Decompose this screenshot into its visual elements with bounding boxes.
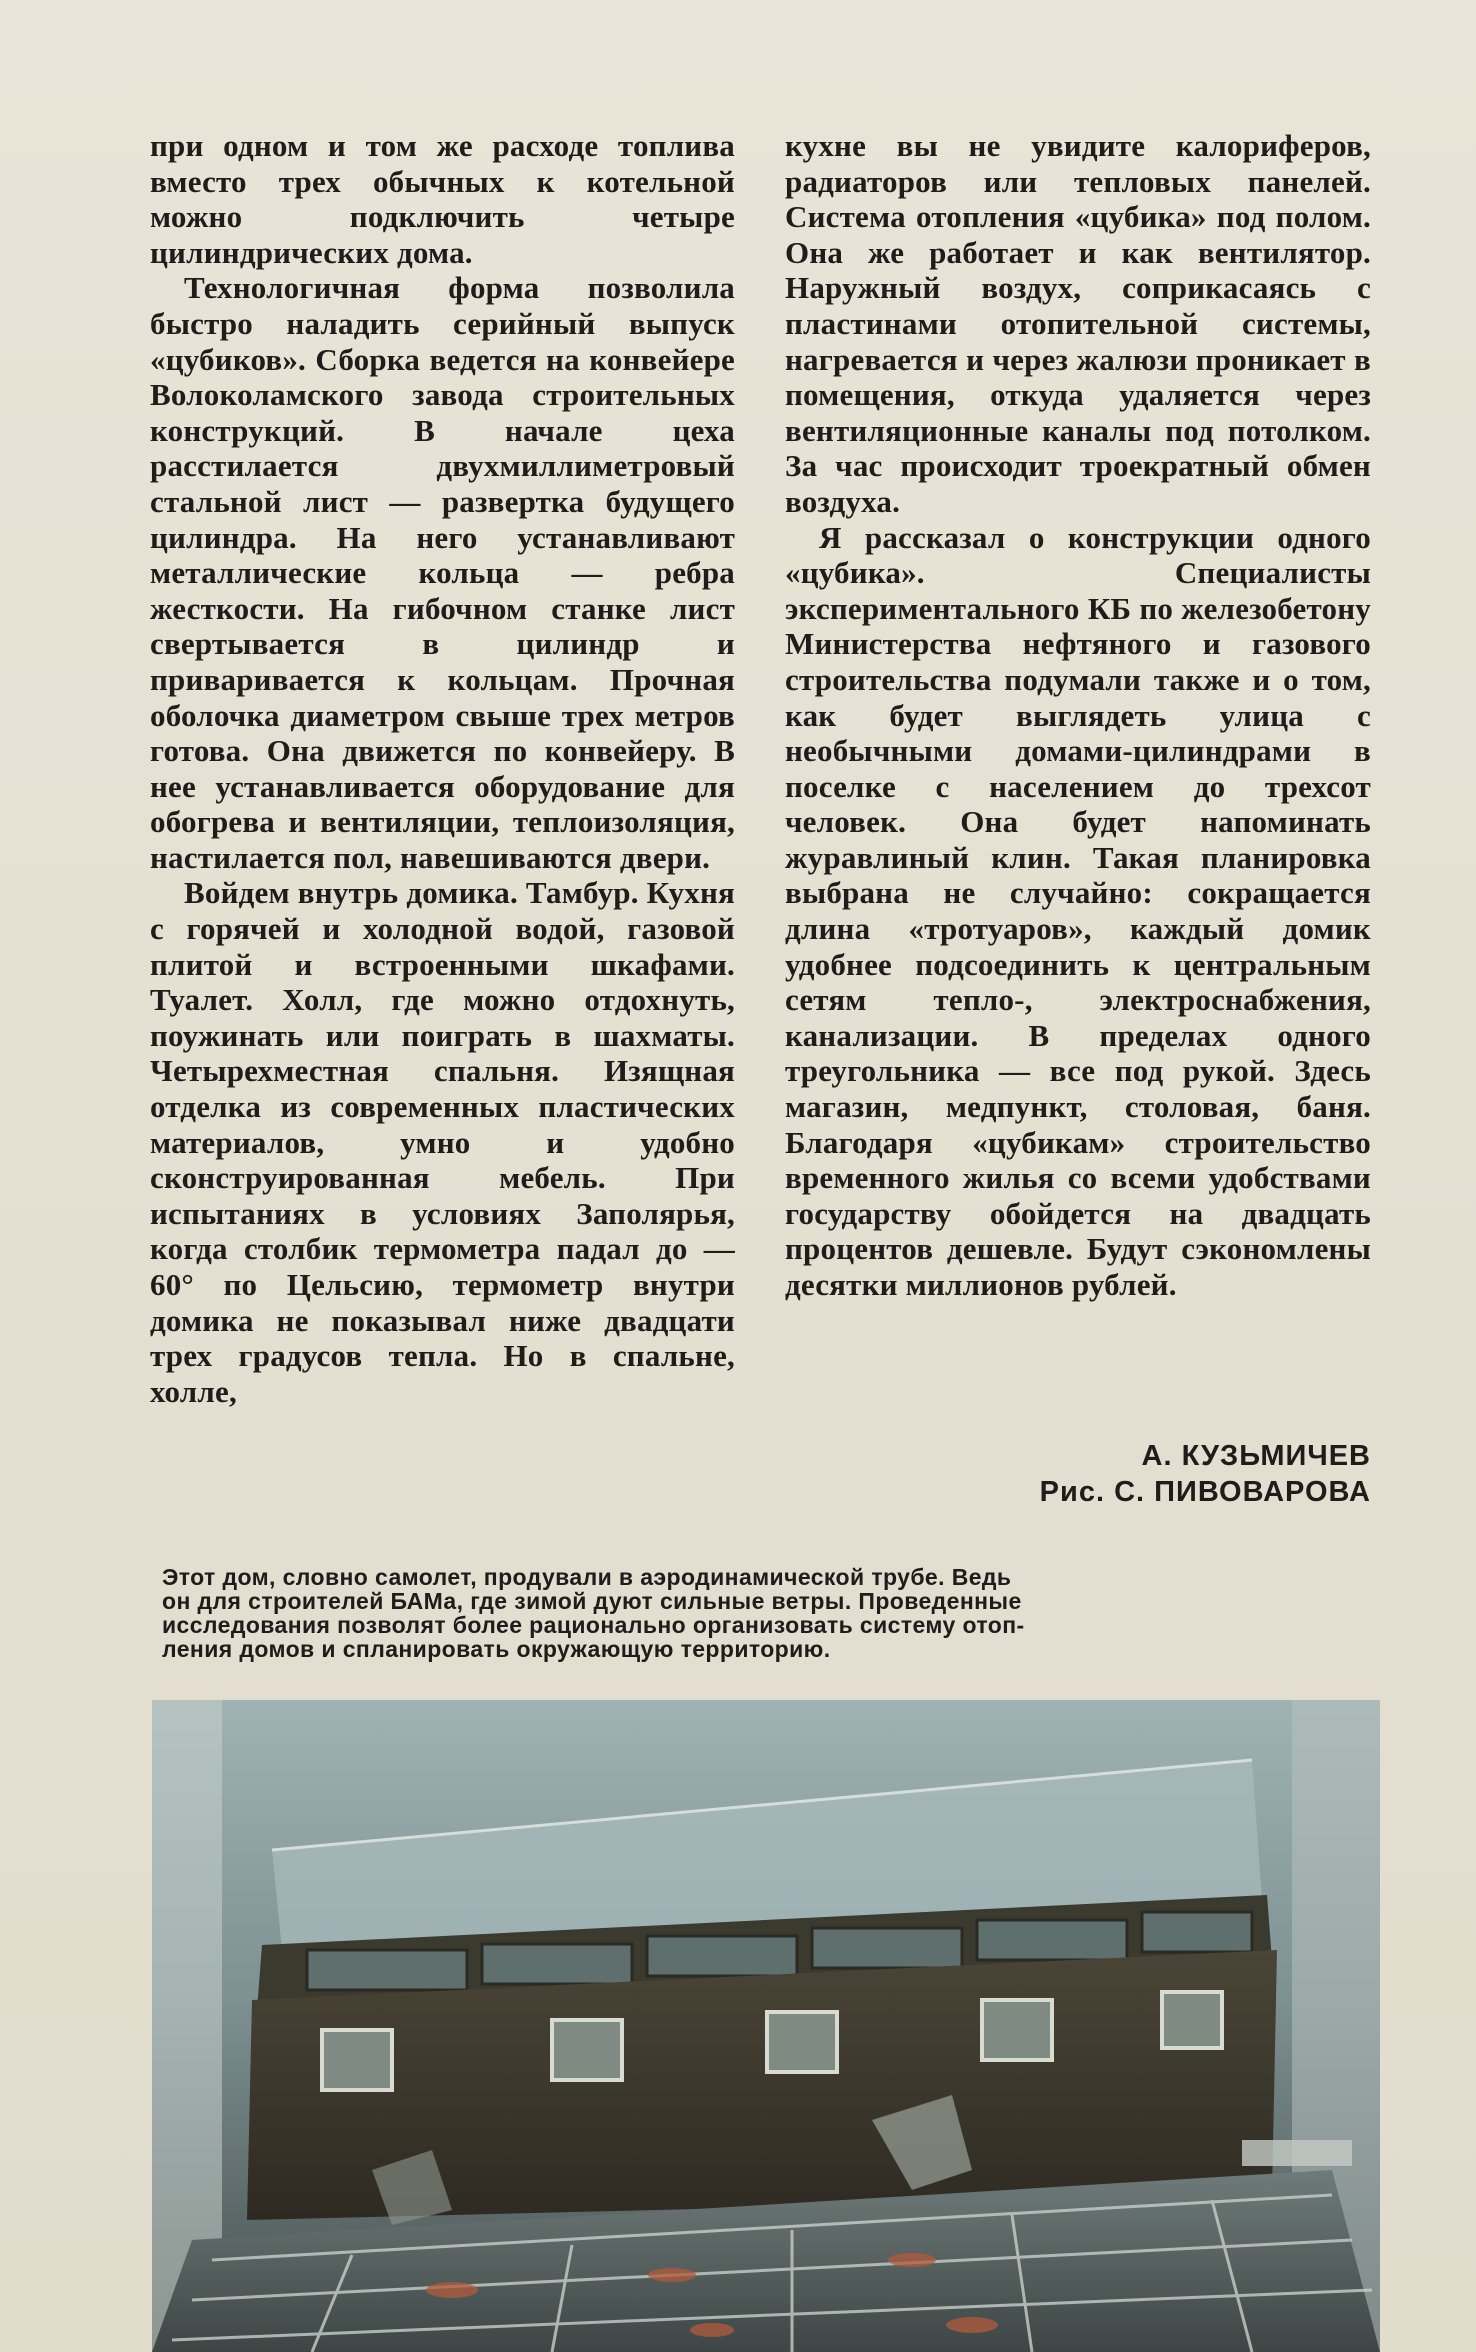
paragraph: Я рассказал о конструкции одного «цубика». Специалисты экспериментального КБ по железобетону Министерства нефтяного и газового строительства подумали также и о том, как будет выглядеть улица с необычными домами-цилиндрами в поселке с населением до трехсот человек. Она будет напоминать журавлиный клин. Такая планировка выбрана не случайно: сокращается длина «тротуаров», каждый домик удобнее подсоединить к центральным сетям тепло-, электроснабжения, канализации. В пределах одного треугольника — все под рукой. Здесь магазин, медпункт, столовая, баня. Благодаря «цубикам» строительство временного жилья со всеми удобствами государству обойдется на двадцать процентов дешевле. Будут сэкономлены десятки миллионов рублей. xyxy=(785,519,1371,1302)
paragraph: кухне вы не увидите калориферов, радиаторов или тепловых панелей. Система отопления «цубика» под полом. Она же работает и как вентилятор. Наружный воздух, соприкасаясь с пластинами отопительной системы, нагревается и через жалюзи проникает в помещения, откуда удаляется через вентиляционные каналы под потолком. За час происходит троекратный обмен воздуха. xyxy=(785,128,1371,519)
illustrator-credit: Рис. С. ПИВОВАРОВА xyxy=(1039,1476,1371,1508)
house-model-illustration xyxy=(152,1700,1380,2352)
paragraph: Войдем внутрь домика. Тамбур. Кухня с горячей и холодной водой, газовой плитой и встроенными шкафами. Туалет. Холл, где можно отдохнуть, поужинать или поиграть в шахматы. Четырехместная спальня. Изящная отделка из современных пластических материалов, умно и удобно сконструированная мебель. При испытаниях в условиях Заполярья, когда столбик термометра падал до —60° по Цельсию, термометр внутри домика не показывал ниже двадцати трех градусов тепла. Но в спальне, холле, xyxy=(150,875,735,1409)
paragraph: при одном и том же расходе топлива вместо трех обычных к котельной можно подключить четыре цилиндрических дома. xyxy=(150,128,735,270)
paragraph: Технологичная форма позволила быстро наладить серийный выпуск «цубиков». Сборка ведется на конвейере Волоколамского завода строительных конструкций. В начале цеха расстилается двухмиллиметровый стальной лист — развертка будущего цилиндра. На него устанавливают металлические кольца — ребра жесткости. На гибочном станке лист свертывается в цилиндр и приваривается к кольцам. Прочная оболочка диаметром свыше трех метров готова. Она движется по конвейеру. В нее устанавливается оборудование для обогрева и вентиляции, теплоизоляция, настилается пол, навешиваются двери. xyxy=(150,270,735,875)
photo-caption xyxy=(162,1565,1388,1661)
article-right-column xyxy=(785,128,1371,1303)
caption-line: Этот дом, словно самолет, продували в аэродинамической трубе. Ведь xyxy=(162,1564,1012,1590)
article-left-column xyxy=(150,128,735,1409)
caption-line: ления домов и спланировать окружающую территорию. xyxy=(162,1636,831,1662)
caption-line: исследования позволят более рационально организовать систему отоп- xyxy=(162,1612,1025,1638)
author-name: А. КУЗЬМИЧЕВ xyxy=(1141,1440,1371,1472)
house-model-photo xyxy=(152,1700,1380,2352)
caption-line: он для строителей БАМа, где зимой дуют сильные ветры. Проведенные xyxy=(162,1588,1022,1614)
